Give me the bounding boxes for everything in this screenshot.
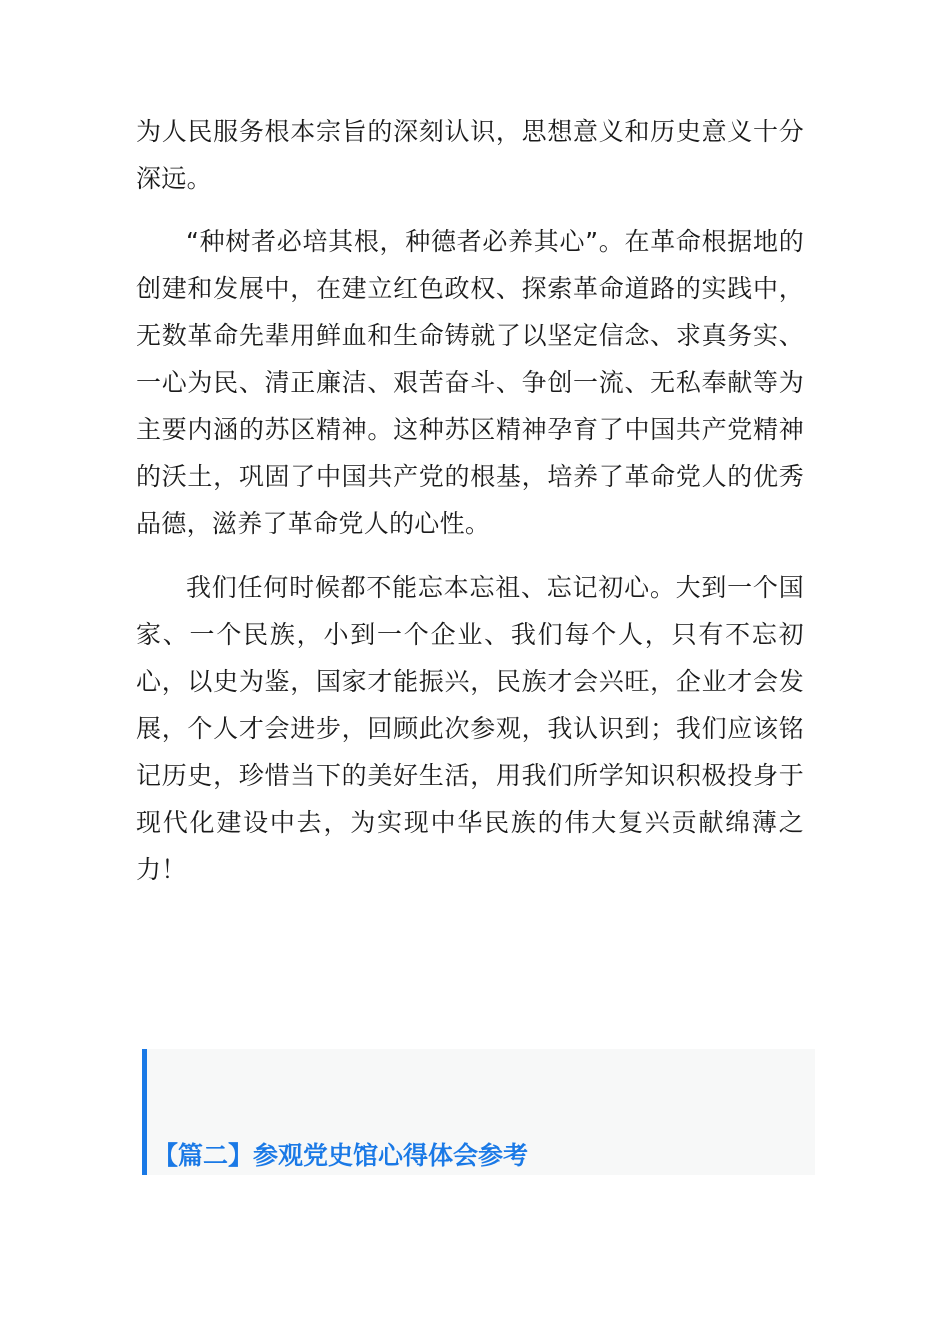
paragraph-suqu-spirit: “种树者必培其根，种德者必养其心”。在革命根据地的创建和发展中，在建立红色政权、探索革命道路的实践中，无数革命先辈用鲜血和生命铸就了以坚定信念、求真务实、一心为民、清正廉洁、艰苦奋斗、争创一流、无私奉献等为主要内涵的苏区精神。这种苏区精神孕育了中国共产党精神的沃土，巩固了中国共产党的根基，培养了革命党人的优秀品德，滋养了革命党人的心性。 (136, 227, 804, 538)
paragraph-remember-history: 我们任何时候都不能忘本忘祖、忘记初心。大到一个国家、一个民族，小到一个企业、我们每个人，只有不忘初心，以史为鉴，国家才能振兴，民族才会兴旺，企业才会发展，个人才会进步，回顾此次参观，我认识到；我们应该铭记历史，珍惜当下的美好生活，用我们所学知识积极投身于现代化建设中去，为实现中华民族的伟大复兴贡献绵薄之力！ (136, 573, 804, 884)
section-heading-block (142, 1049, 815, 1175)
paragraph-continuation: 为人民服务根本宗旨的深刻认识，思想意义和历史意义十分深远。 (136, 117, 804, 193)
section-heading: 【篇二】参观党史馆心得体会参考 (153, 1141, 529, 1170)
